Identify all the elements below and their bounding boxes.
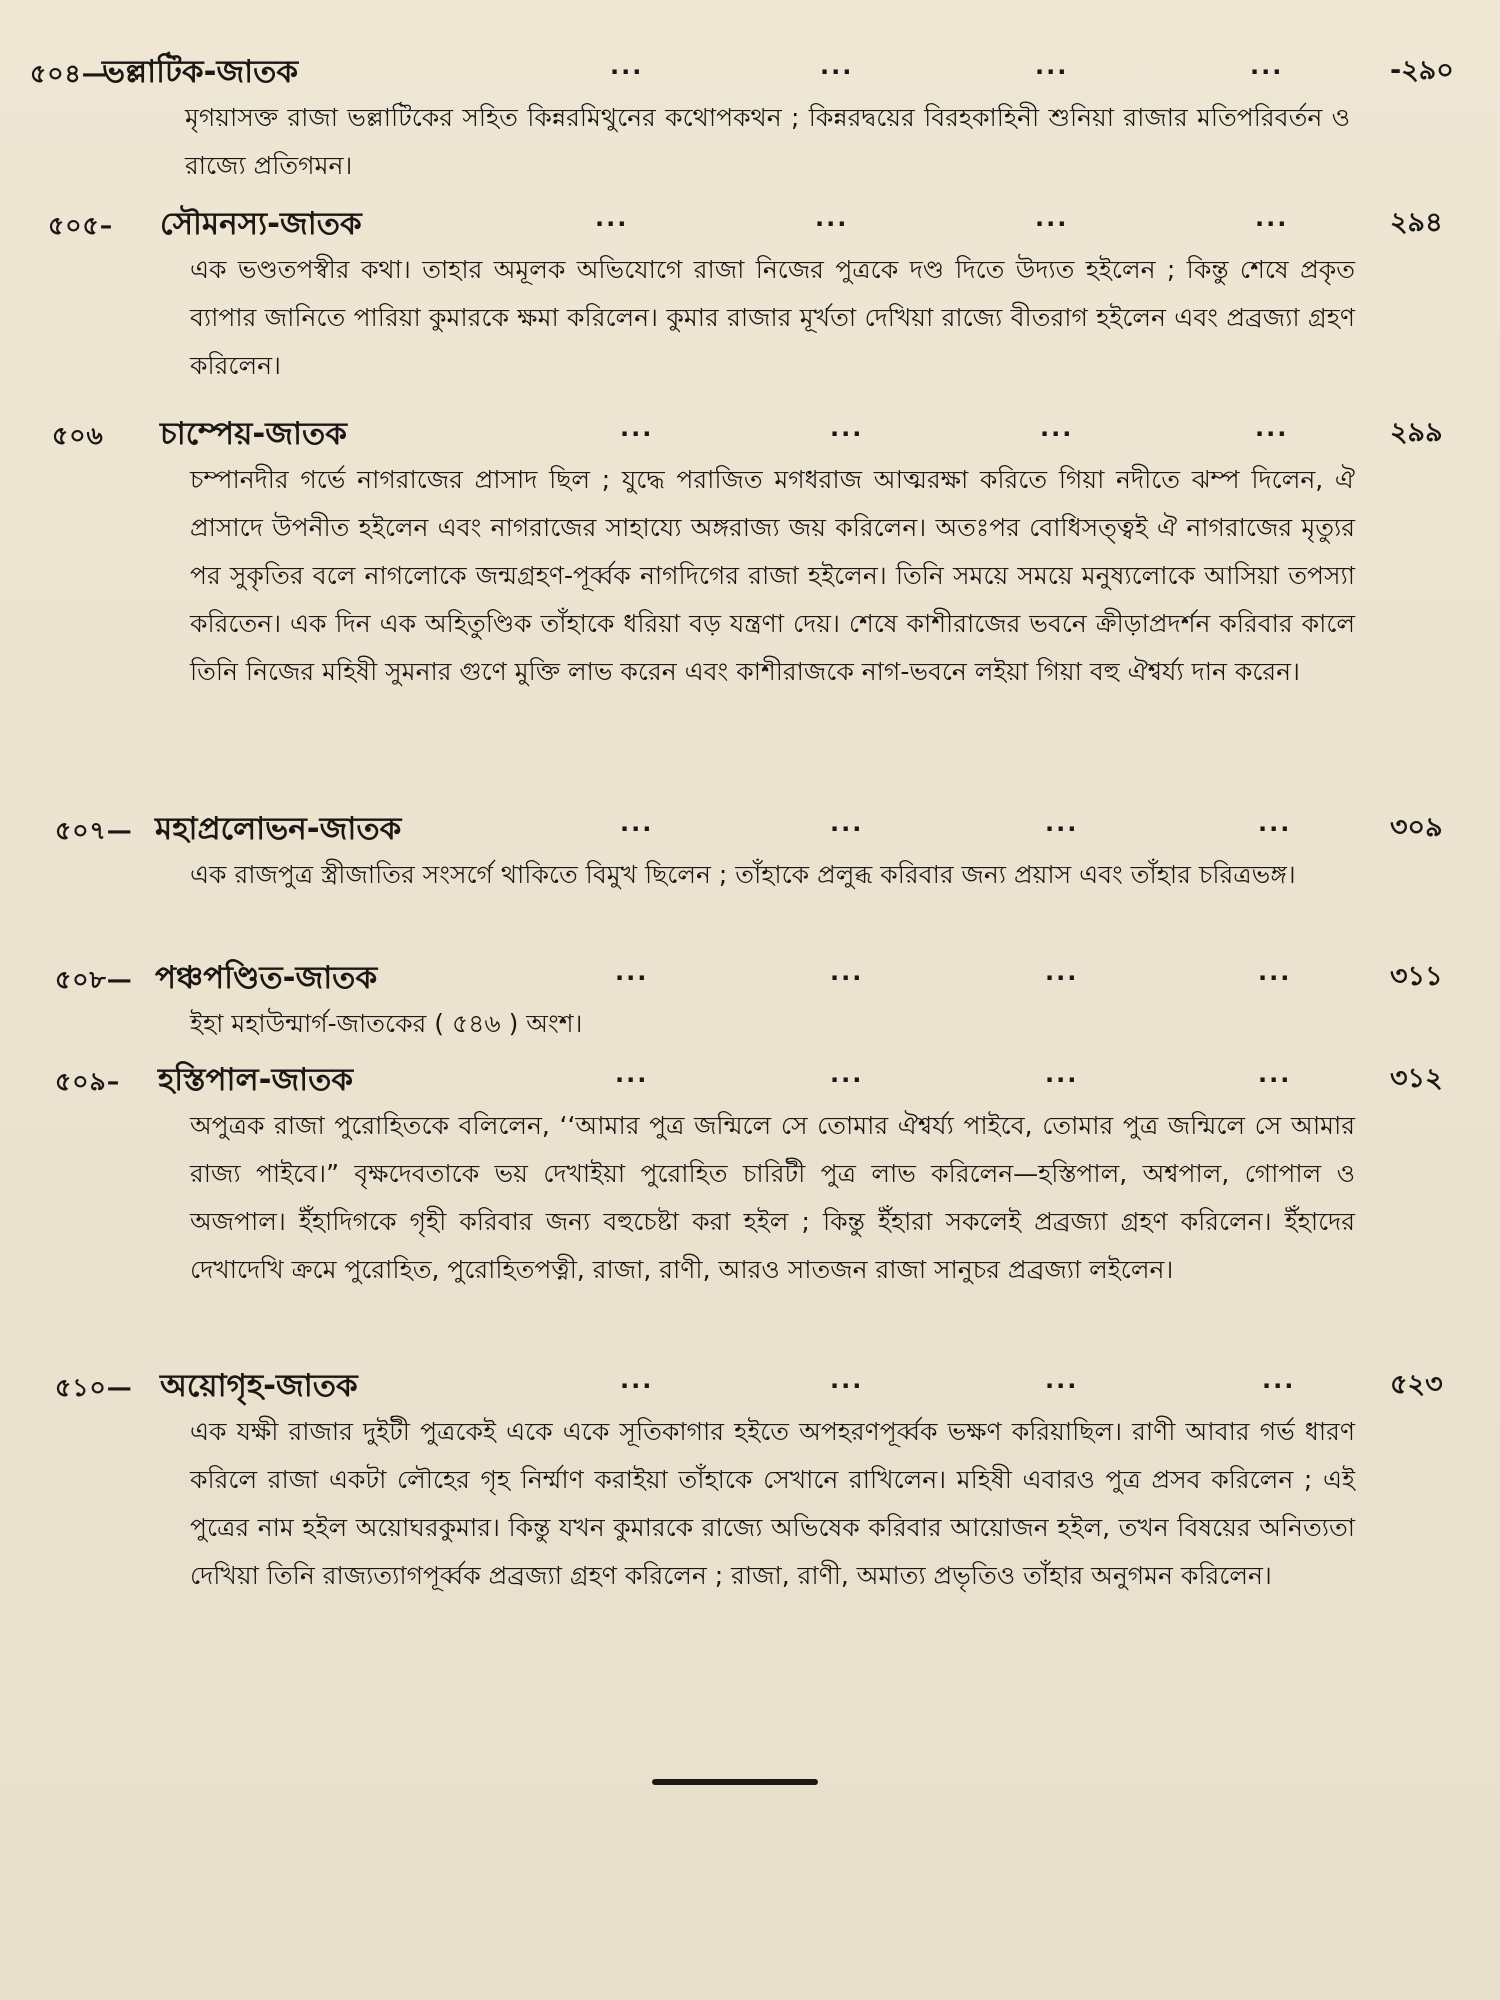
end-rule-divider	[652, 1779, 818, 1785]
leader-dots: ...	[1258, 809, 1292, 837]
leader-dots: ...	[1035, 204, 1069, 232]
leader-dots: ...	[620, 414, 654, 442]
leader-dots: ...	[830, 958, 864, 986]
leader-dots: ...	[1250, 52, 1284, 80]
entry-page-number: -২৯০	[1390, 55, 1454, 86]
toc-entry-505	[30, 200, 1470, 390]
leader-dots: ...	[620, 1366, 654, 1394]
leader-dots: ...	[820, 52, 854, 80]
entry-heading	[30, 48, 1470, 94]
entry-title: হস্তিপাল-জাতক	[158, 1062, 354, 1098]
leader-dots: ...	[1255, 414, 1289, 442]
entry-summary: মৃগয়াসক্ত রাজা ভল্লাটিকের সহিত কিন্নরমিথুনের কথোপকথন ; কিন্নরদ্বয়ের বিরহকাহিনী শুনিয়া রাজার মতিপরিবর্তন ও রাজ্যে প্রতিগমন।	[185, 103, 1350, 180]
leader-dots: ...	[815, 204, 849, 232]
leader-dots: ...	[830, 414, 864, 442]
entry-title: পঞ্চপণ্ডিত-জাতক	[155, 960, 378, 996]
entry-page-number: ৩০৯	[1390, 812, 1443, 843]
leader-dots: ...	[1258, 1060, 1292, 1088]
toc-entry-510	[30, 1362, 1470, 1600]
leader-dots: ...	[830, 1366, 864, 1394]
toc-entry-504	[30, 48, 1470, 190]
entry-number: ৫০৬	[52, 421, 104, 450]
entry-heading	[30, 805, 1470, 851]
entry-title: সৌমনস্য-জাতক	[160, 206, 362, 242]
entry-title: চাম্পেয়-জাতক	[160, 416, 347, 452]
entry-number: ৫১০—	[55, 1373, 133, 1402]
leader-dots: ...	[1035, 52, 1069, 80]
entry-title: অয়োগৃহ-জাতক	[160, 1368, 358, 1404]
leader-dots: ...	[1255, 204, 1289, 232]
toc-entry-509	[30, 1056, 1470, 1294]
entry-heading	[30, 410, 1470, 456]
entry-page-number: ৫২৩	[1390, 1369, 1443, 1400]
leader-dots: ...	[1258, 958, 1292, 986]
entry-page-number: ২৯৪	[1390, 207, 1443, 238]
entry-title: ভল্লাটিক-জাতক	[102, 54, 299, 90]
leader-dots: ...	[1262, 1366, 1296, 1394]
entry-number: ৫০৪—	[30, 59, 108, 88]
leader-dots: ...	[1045, 1060, 1079, 1088]
toc-entry-506	[30, 410, 1470, 696]
entry-number: ৫০৯–	[55, 1067, 121, 1096]
entry-summary: এক যক্ষী রাজার দুইটী পুত্রকেই একে একে সূতিকাগার হইতে অপহরণপূর্ব্বক ভক্ষণ করিয়াছিল। রাণী আবার গর্ভ ধারণ করিলে রাজা একটা লৌহের গৃহ নির্ম্মাণ করাইয়া তাঁহাকে সেখানে রাখিলেন। মহিষী এবারও পুত্র প্রসব করিলেন ; এই পুত্রের নাম হইল অয়োঘরকুমার। কিন্তু যখন কুমারকে রাজ্যে অভিষেক করিবার আয়োজন হইল, তখন বিষয়ের অনিত্যতা দেখিয়া তিনি রাজ্যত্যাগপূর্ব্বক প্রব্রজ্যা গ্রহণ করিলেন ; রাজা, রাণী, অমাত্য প্রভৃতিও তাঁহার অনুগমন করিলেন।	[190, 1417, 1355, 1590]
leader-dots: ...	[1045, 809, 1079, 837]
entry-heading	[30, 1362, 1470, 1408]
entry-number: ৫০৮—	[55, 965, 133, 994]
entry-summary: এক রাজপুত্র স্ত্রীজাতির সংসর্গে থাকিতে বিমুখ ছিলেন ; তাঁহাকে প্রলুব্ধ করিবার জন্য প্রয়াস এবং তাঁহার চরিত্রভঙ্গ।	[190, 860, 1296, 889]
entry-summary: চম্পানদীর গর্ভে নাগরাজের প্রাসাদ ছিল ; যুদ্ধে পরাজিত মগধরাজ আত্মরক্ষা করিতে গিয়া নদীতে ঝম্প দিলেন, ঐ প্রাসাদে উপনীত হইলেন এবং নাগরাজের সাহায্যে অঙ্গরাজ্য জয় করিলেন। অতঃপর বোধিসত্ত্বই ঐ নাগরাজের মৃত্যুর পর সুকৃতির বলে নাগলোকে জন্মগ্রহণ-পূর্ব্বক নাগদিগের রাজা হইলেন। তিনি সময়ে সময়ে মনুষ্যলোকে আসিয়া তপস্যা করিতেন। এক দিন এক অহিতুণ্ডিক তাঁহাকে ধরিয়া বড় যন্ত্রণা দেয়। শেষে কাশীরাজের ভবনে ক্রীড়াপ্রদর্শন করিবার কালে তিনি নিজের মহিষী সুমনার গুণে মুক্তি লাভ করেন এবং কাশীরাজকে নাগ-ভবনে লইয়া গিয়া বহু ঐশ্বর্য্য দান করেন।	[190, 465, 1355, 686]
entry-summary: ইহা মহাউন্মার্গ-জাতকের ( ৫৪৬ ) অংশ।	[190, 1009, 583, 1038]
entry-heading	[30, 1056, 1470, 1102]
leader-dots: ...	[615, 1060, 649, 1088]
entry-page-number: ২৯৯	[1390, 417, 1443, 448]
leader-dots: ...	[620, 809, 654, 837]
entry-page-number: ৩১২	[1390, 1063, 1443, 1094]
entry-page-number: ৩১১	[1390, 961, 1443, 992]
leader-dots: ...	[830, 809, 864, 837]
leader-dots: ...	[1045, 958, 1079, 986]
entry-summary: এক ভণ্ডতপস্বীর কথা। তাহার অমূলক অভিযোগে রাজা নিজের পুত্রকে দণ্ড দিতে উদ্যত হইলেন ; কিন্তু শেষে প্রকৃত ব্যাপার জানিতে পারিয়া কুমারকে ক্ষমা করিলেন। কুমার রাজার মূর্খতা দেখিয়া রাজ্যে বীতরাগ হইলেন এবং প্রব্রজ্যা গ্রহণ করিলেন।	[190, 255, 1355, 380]
leader-dots: ...	[595, 204, 629, 232]
toc-entry-508	[30, 954, 1470, 1048]
leader-dots: ...	[830, 1060, 864, 1088]
leader-dots: ...	[1045, 1366, 1079, 1394]
entry-summary: অপুত্রক রাজা পুরোহিতকে বলিলেন, ‘‘আমার পুত্র জন্মিলে সে তোমার ঐশ্বর্য্য পাইবে, তোমার পুত্র জন্মিলে সে আমার রাজ্য পাইবে।” বৃক্ষদেবতাকে ভয় দেখাইয়া পুরোহিত চারিটী পুত্র লাভ করিলেন—হস্তিপাল, অশ্বপাল, গোপাল ও অজপাল। ইঁহাদিগকে গৃহী করিবার জন্য বহুচেষ্টা করা হইল ; কিন্তু ইঁহারা সকলেই প্রব্রজ্যা গ্রহণ করিলেন। ইঁহাদের দেখাদেখি ক্রমে পুরোহিত, পুরোহিতপত্নী, রাজা, রাণী, আরও সাতজন রাজা সানুচর প্রব্রজ্যা লইলেন।	[190, 1111, 1355, 1284]
leader-dots: ...	[615, 958, 649, 986]
entry-heading	[30, 200, 1470, 246]
leader-dots: ...	[1040, 414, 1074, 442]
entry-number: ৫০৫–	[48, 211, 114, 240]
entry-title: মহাপ্রলোভন-জাতক	[155, 811, 402, 847]
leader-dots: ...	[610, 52, 644, 80]
entry-heading	[30, 954, 1470, 1000]
entry-number: ৫০৭—	[55, 816, 133, 845]
toc-entry-507	[30, 805, 1470, 899]
